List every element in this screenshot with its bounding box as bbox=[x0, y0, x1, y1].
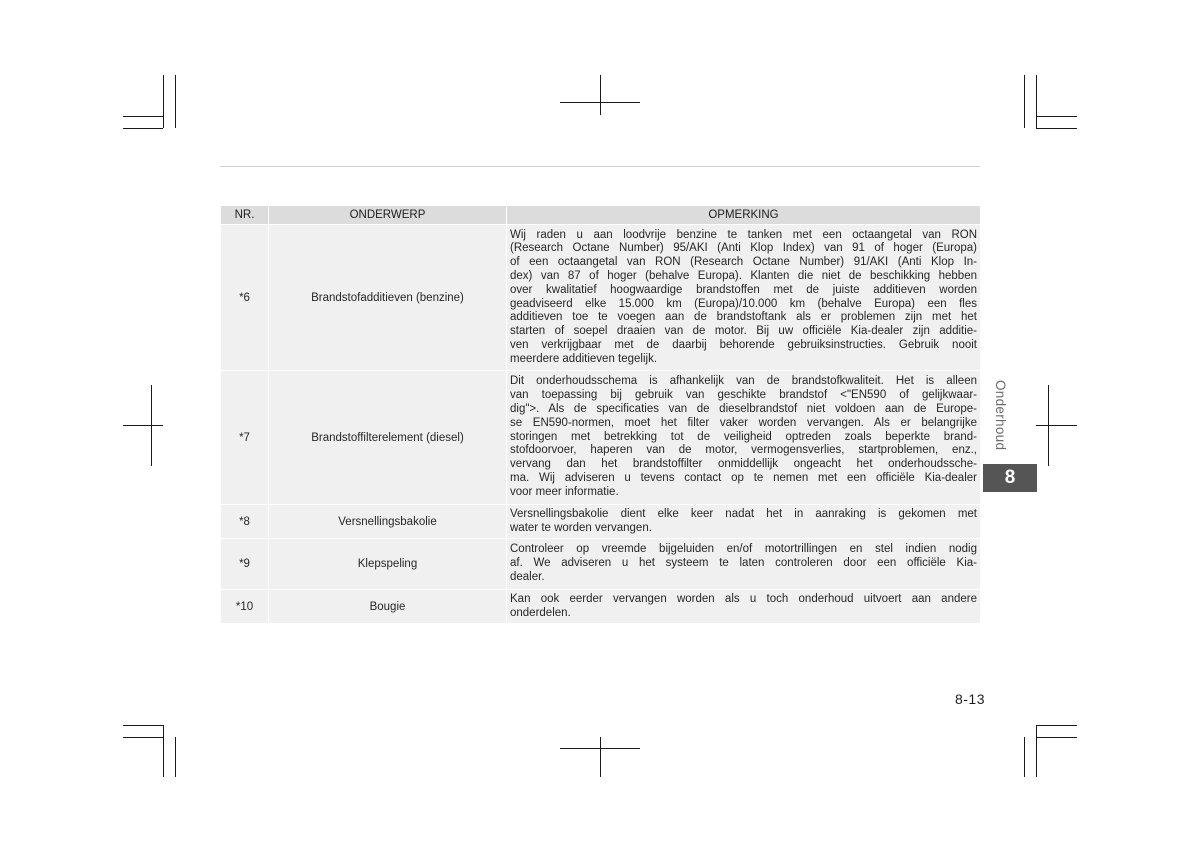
remark-line: voor meer informatie. bbox=[510, 485, 619, 498]
remark-line: (Research Octane Number) 95/AKI (Anti Klop Index) van 91 of hoger (Europa) bbox=[510, 242, 977, 255]
table-body bbox=[221, 225, 981, 624]
remark-line: over kwalitatief hoogwaardige brandstoffen met de juiste additieven worden bbox=[510, 283, 977, 296]
remark-line: van toepassing bij gebruik van geschikte brandstof <"EN590 of gelijkwaar- bbox=[510, 389, 977, 402]
remark-line: Wij raden u aan loodvrije benzine te tanken met een octaangetal van RON bbox=[510, 228, 977, 241]
cell-nr: *9 bbox=[221, 539, 269, 590]
crop-mark bbox=[1036, 725, 1037, 777]
crop-mark bbox=[123, 737, 163, 738]
maintenance-table bbox=[220, 205, 981, 624]
remark-line: onderdelen. bbox=[510, 606, 571, 619]
chapter-number-tab: 8 bbox=[983, 464, 1037, 492]
cell-nr: *10 bbox=[221, 590, 269, 624]
remark-line: storingen met betrekking tot de veiligheid optreden zoals beperkte brand- bbox=[510, 430, 977, 443]
crop-mark bbox=[175, 737, 176, 777]
crop-mark bbox=[560, 748, 640, 749]
table-header bbox=[221, 206, 981, 225]
cell-remark bbox=[507, 539, 981, 590]
crop-mark bbox=[560, 102, 640, 103]
header-rule bbox=[220, 166, 980, 167]
crop-mark bbox=[1036, 425, 1077, 426]
remark-line: af. We adviseren u het systeem te laten controleren door een officiële Kia- bbox=[510, 557, 977, 570]
remark-line: vervang dan het brandstoffilter onmiddellijk ongeacht het onderhoudssche- bbox=[510, 458, 977, 471]
crop-mark bbox=[600, 737, 601, 777]
cell-subject: Versnellingsbakolie bbox=[269, 505, 507, 539]
crop-mark bbox=[163, 725, 164, 777]
remark-line: water te worden vervangen. bbox=[510, 521, 652, 534]
remark-line: dealer. bbox=[510, 570, 545, 583]
crop-mark bbox=[1036, 75, 1037, 128]
remark-line: ma. Wij adviseren u tevens contact op te nemen met een officiële Kia-dealer bbox=[510, 471, 977, 484]
cell-subject: Brandstoffilterelement (diesel) bbox=[269, 371, 507, 505]
table-row bbox=[221, 505, 981, 539]
remark-line: stofdoorvoer, haperen van de motor, vermogensverlies, startproblemen, enz., bbox=[510, 444, 977, 457]
table-row bbox=[221, 225, 981, 371]
remark-line: Controleer op vreemde bijgeluiden en/of motortrillingen en stel indien nodig bbox=[510, 543, 977, 556]
remark-line: additieven toe te voegen aan de brandstoftank als er problemen zijn met het bbox=[510, 311, 977, 324]
crop-mark bbox=[175, 75, 176, 128]
crop-mark bbox=[1024, 75, 1025, 128]
crop-mark bbox=[1036, 128, 1077, 129]
crop-mark bbox=[123, 116, 163, 117]
remark-line: dex) van 87 of hoger (behalve Europa). Klanten die niet de beschikking hebben bbox=[510, 269, 977, 282]
column-header-remark: OPMERKING bbox=[507, 206, 981, 225]
cell-remark bbox=[507, 590, 981, 624]
crop-mark bbox=[1036, 116, 1077, 117]
crop-mark bbox=[123, 725, 163, 726]
cell-nr: *8 bbox=[221, 505, 269, 539]
cell-remark bbox=[507, 505, 981, 539]
crop-mark bbox=[1024, 737, 1025, 777]
column-header-nr: NR. bbox=[221, 206, 269, 225]
chapter-side-label: Onderhoud bbox=[993, 380, 1008, 451]
cell-remark bbox=[507, 225, 981, 371]
remark-line: se EN590-normen, moet het filter vaker worden vervangen. Als er belangrijke bbox=[510, 416, 977, 429]
table-header-row bbox=[221, 206, 981, 225]
remark-line: geadviseerd elke 15.000 km (Europa)/10.000 km (behalve Europa) een fles bbox=[510, 297, 977, 310]
table-row bbox=[221, 371, 981, 505]
remark-line: Dit onderhoudsschema is afhankelijk van de brandstofkwaliteit. Het is alleen bbox=[510, 375, 977, 388]
remark-line: of een octaangetal van RON (Research Octane Number) 91/AKI (Anti Klop In- bbox=[510, 256, 977, 269]
remark-line: Kan ook eerder vervangen worden als u toch onderhoud uitvoert aan andere bbox=[510, 592, 977, 605]
cell-subject: Bougie bbox=[269, 590, 507, 624]
table-row bbox=[221, 539, 981, 590]
remark-line: dig">. Als de specificaties van de dieselbrandstof niet voldoen aan de Europe- bbox=[510, 403, 977, 415]
remark-line: meerdere additieven tegelijk. bbox=[510, 352, 658, 365]
cell-nr: *7 bbox=[221, 371, 269, 505]
cell-subject: Klepspeling bbox=[269, 539, 507, 590]
crop-mark bbox=[1036, 725, 1077, 726]
column-header-subject: ONDERWERP bbox=[269, 206, 507, 225]
remark-line: starten of soepel draaien van de motor. Bij uw officiële Kia-dealer zijn additie- bbox=[510, 325, 977, 338]
crop-mark bbox=[123, 128, 163, 129]
cell-subject: Brandstofadditieven (benzine) bbox=[269, 225, 507, 371]
cell-nr: *6 bbox=[221, 225, 269, 371]
cell-remark bbox=[507, 371, 981, 505]
page-number: 8-13 bbox=[954, 691, 985, 707]
remark-line: Versnellingsbakolie dient elke keer nadat het in aanraking is gekomen met bbox=[510, 507, 977, 520]
remark-line: ven verkrijgbaar met de daarbij behorende gebruiksinstructies. Gebruik nooit bbox=[510, 338, 977, 351]
crop-mark bbox=[123, 425, 163, 426]
crop-mark bbox=[163, 75, 164, 128]
crop-mark bbox=[600, 75, 601, 115]
crop-mark bbox=[1036, 737, 1077, 738]
table-row bbox=[221, 590, 981, 624]
